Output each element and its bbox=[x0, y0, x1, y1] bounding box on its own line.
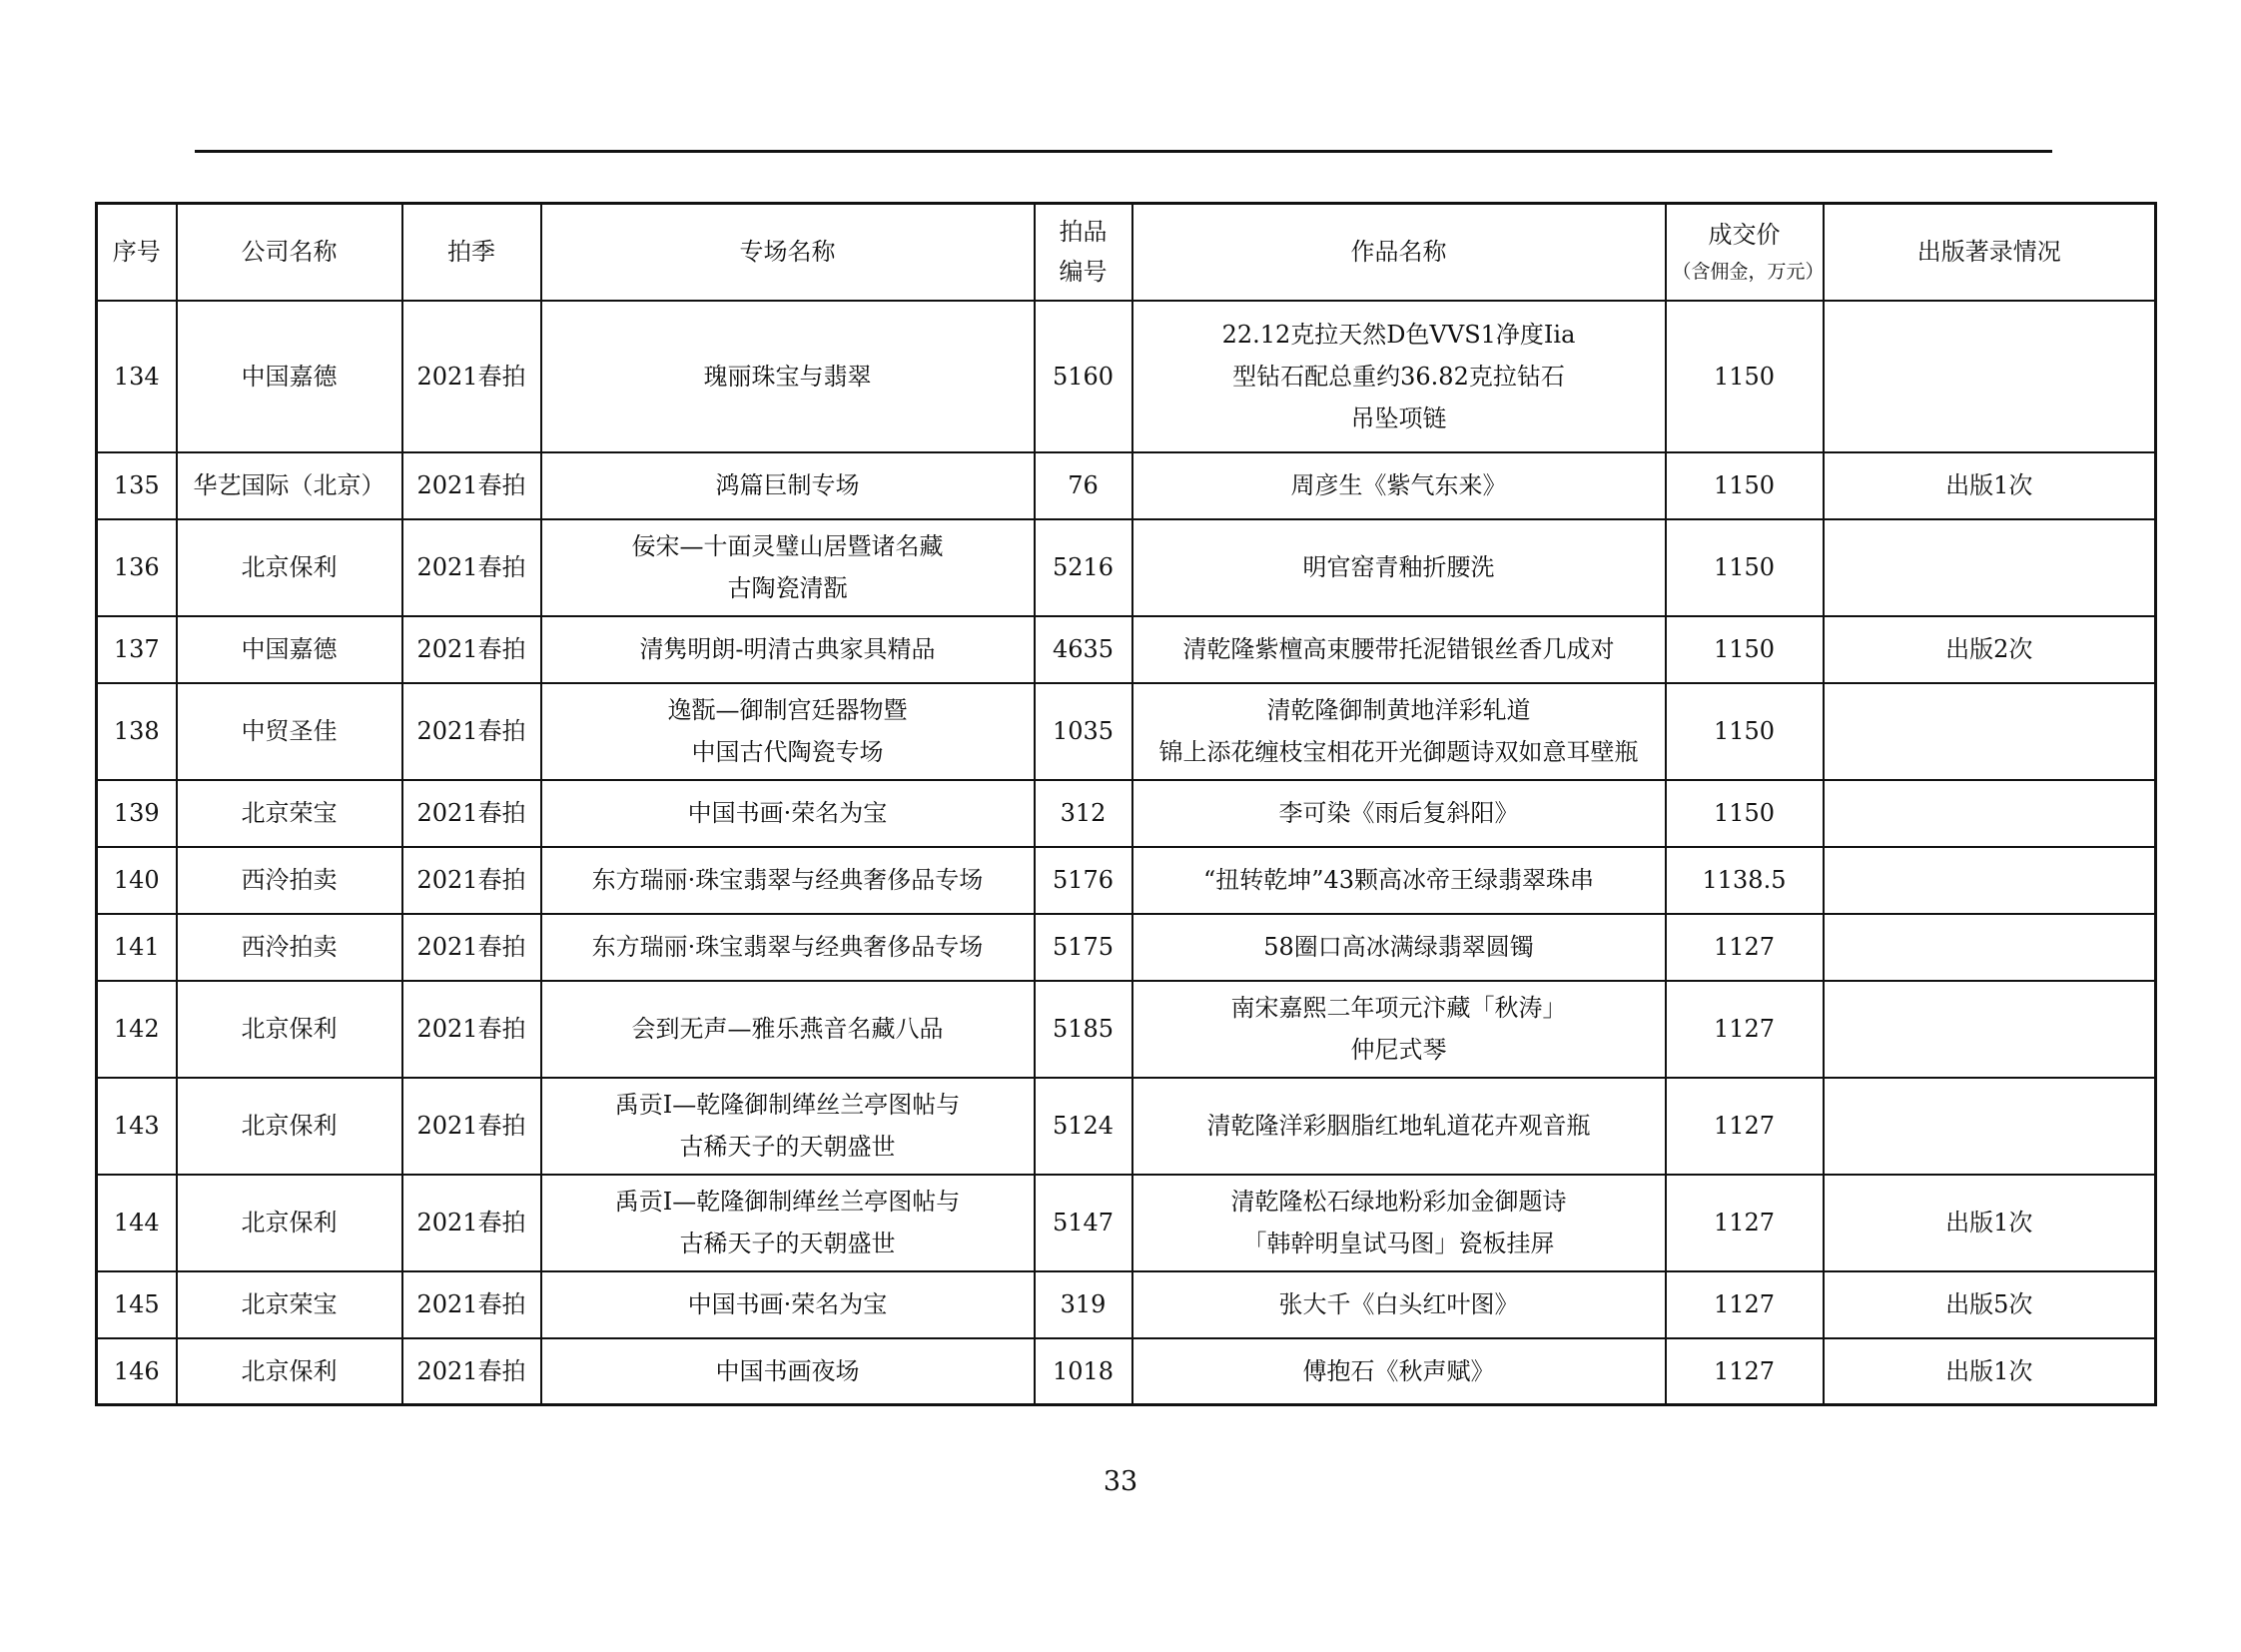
cell-work-line: 傅抱石《秋声赋》 bbox=[1302, 1356, 1495, 1385]
cell-season: 2021春拍 bbox=[402, 683, 541, 780]
cell-price: 1127 bbox=[1666, 1338, 1824, 1405]
cell-session bbox=[541, 683, 1035, 780]
cell-session bbox=[541, 1271, 1035, 1338]
cell-index: 138 bbox=[97, 683, 177, 780]
header-price-line1: 成交价 bbox=[1708, 221, 1781, 250]
cell-lot: 5185 bbox=[1035, 981, 1132, 1078]
cell-work bbox=[1132, 1078, 1666, 1175]
cell-work bbox=[1132, 519, 1666, 616]
header-season: 拍季 bbox=[402, 204, 541, 301]
cell-work-line: 清乾隆松石绿地粉彩加金御题诗 bbox=[1230, 1188, 1567, 1216]
cell-lot: 312 bbox=[1035, 780, 1132, 847]
cell-index: 137 bbox=[97, 616, 177, 683]
cell-lot: 5216 bbox=[1035, 519, 1132, 616]
cell-work bbox=[1132, 683, 1666, 780]
table-row bbox=[97, 616, 2156, 683]
cell-company: 中国嘉德 bbox=[177, 616, 402, 683]
cell-session bbox=[541, 914, 1035, 981]
cell-lot: 1035 bbox=[1035, 683, 1132, 780]
cell-index: 145 bbox=[97, 1271, 177, 1338]
cell-work-line: 锦上添花缠枝宝相花开光御题诗双如意耳壁瓶 bbox=[1158, 738, 1639, 766]
cell-company: 北京荣宝 bbox=[177, 780, 402, 847]
cell-lot: 76 bbox=[1035, 452, 1132, 519]
cell-publication: 出版1次 bbox=[1824, 1338, 2156, 1405]
cell-index: 144 bbox=[97, 1175, 177, 1271]
table-row bbox=[97, 914, 2156, 981]
cell-price: 1127 bbox=[1666, 1175, 1824, 1271]
cell-session bbox=[541, 780, 1035, 847]
table-row bbox=[97, 847, 2156, 914]
cell-work-line: 型钻石配总重约36.82克拉钻石 bbox=[1232, 362, 1565, 391]
cell-index: 134 bbox=[97, 301, 177, 452]
cell-season: 2021春拍 bbox=[402, 1078, 541, 1175]
cell-publication bbox=[1824, 847, 2156, 914]
header-company: 公司名称 bbox=[177, 204, 402, 301]
cell-publication bbox=[1824, 780, 2156, 847]
cell-publication bbox=[1824, 301, 2156, 452]
cell-publication bbox=[1824, 981, 2156, 1078]
cell-work bbox=[1132, 914, 1666, 981]
table-row bbox=[97, 1175, 2156, 1271]
cell-session-line: 禹贡Ⅰ—乾隆御制缂丝兰亭图帖与 bbox=[614, 1091, 961, 1119]
cell-work-line: 周彦生《紫气东来》 bbox=[1290, 471, 1507, 499]
cell-lot: 5176 bbox=[1035, 847, 1132, 914]
cell-index: 135 bbox=[97, 452, 177, 519]
cell-price: 1150 bbox=[1666, 519, 1824, 616]
cell-index: 139 bbox=[97, 780, 177, 847]
cell-publication bbox=[1824, 519, 2156, 616]
cell-company: 西泠拍卖 bbox=[177, 914, 402, 981]
cell-publication: 出版1次 bbox=[1824, 1175, 2156, 1271]
cell-session bbox=[541, 1175, 1035, 1271]
cell-work-line: 南宋嘉熙二年项元汴藏「秋涛」 bbox=[1230, 994, 1567, 1022]
cell-company: 北京保利 bbox=[177, 519, 402, 616]
cell-work bbox=[1132, 981, 1666, 1078]
table-row bbox=[97, 1078, 2156, 1175]
cell-work-line: 22.12克拉天然D色VVS1净度Iia bbox=[1221, 320, 1576, 349]
cell-price: 1138.5 bbox=[1666, 847, 1824, 914]
cell-work-line: 吊坠项链 bbox=[1350, 404, 1447, 432]
cell-price: 1150 bbox=[1666, 683, 1824, 780]
cell-season: 2021春拍 bbox=[402, 1175, 541, 1271]
cell-index: 136 bbox=[97, 519, 177, 616]
cell-session-line: 中国书画夜场 bbox=[715, 1356, 860, 1385]
page-number: 33 bbox=[1103, 1466, 1138, 1497]
cell-price: 1127 bbox=[1666, 1271, 1824, 1338]
header-price bbox=[1666, 204, 1824, 301]
cell-work-line: 清乾隆御制黄地洋彩轧道 bbox=[1266, 696, 1531, 724]
cell-session-line: 中国书画·荣名为宝 bbox=[687, 1290, 888, 1318]
cell-session bbox=[541, 847, 1035, 914]
cell-company: 中国嘉德 bbox=[177, 301, 402, 452]
cell-work bbox=[1132, 780, 1666, 847]
cell-season: 2021春拍 bbox=[402, 914, 541, 981]
cell-session-line: 古稀天子的天朝盛世 bbox=[679, 1133, 896, 1161]
cell-company: 北京荣宝 bbox=[177, 1271, 402, 1338]
cell-price: 1150 bbox=[1666, 780, 1824, 847]
auction-records-table bbox=[95, 202, 2157, 1406]
cell-season: 2021春拍 bbox=[402, 616, 541, 683]
cell-work bbox=[1132, 452, 1666, 519]
cell-work-line: 58圈口高冰满绿翡翠圆镯 bbox=[1263, 933, 1534, 961]
cell-work-line: “扭转乾坤”43颗高冰帝王绿翡翠珠串 bbox=[1202, 866, 1595, 894]
cell-publication bbox=[1824, 683, 2156, 780]
cell-session-line: 古陶瓷清翫 bbox=[727, 574, 848, 602]
header-lot-line1: 拍品 bbox=[1059, 218, 1108, 247]
cell-session-line: 古稀天子的天朝盛世 bbox=[679, 1230, 896, 1257]
header-price-line2: （含佣金，万元） bbox=[1672, 261, 1825, 284]
cell-session bbox=[541, 1078, 1035, 1175]
cell-session bbox=[541, 1338, 1035, 1405]
cell-session-line: 东方瑞丽·珠宝翡翠与经典奢侈品专场 bbox=[591, 933, 984, 961]
cell-price: 1127 bbox=[1666, 1078, 1824, 1175]
cell-work-line: 李可染《雨后复斜阳》 bbox=[1278, 799, 1519, 827]
cell-company: 北京保利 bbox=[177, 1338, 402, 1405]
table-row bbox=[97, 981, 2156, 1078]
header-row bbox=[97, 204, 2156, 301]
cell-work-line: 清乾隆紫檀高束腰带托泥错银丝香几成对 bbox=[1182, 635, 1615, 663]
cell-session-line: 中国书画·荣名为宝 bbox=[687, 799, 888, 827]
cell-season: 2021春拍 bbox=[402, 1271, 541, 1338]
cell-company: 华艺国际（北京） bbox=[177, 452, 402, 519]
cell-session-line: 中国古代陶瓷专场 bbox=[691, 738, 884, 766]
cell-season: 2021春拍 bbox=[402, 1338, 541, 1405]
cell-price: 1150 bbox=[1666, 452, 1824, 519]
cell-session-line: 佞宋—十面灵璧山居暨诸名藏 bbox=[631, 532, 944, 560]
cell-session-line: 瑰丽珠宝与翡翠 bbox=[703, 362, 872, 391]
cell-session-line: 东方瑞丽·珠宝翡翠与经典奢侈品专场 bbox=[591, 866, 984, 894]
cell-lot: 4635 bbox=[1035, 616, 1132, 683]
table-row bbox=[97, 301, 2156, 452]
cell-session bbox=[541, 519, 1035, 616]
cell-session bbox=[541, 301, 1035, 452]
cell-season: 2021春拍 bbox=[402, 780, 541, 847]
cell-session-line: 禹贡Ⅰ—乾隆御制缂丝兰亭图帖与 bbox=[614, 1188, 961, 1216]
cell-work-line: 「韩幹明皇试马图」瓷板挂屏 bbox=[1242, 1230, 1555, 1257]
cell-company: 西泠拍卖 bbox=[177, 847, 402, 914]
table-row bbox=[97, 452, 2156, 519]
header-index: 序号 bbox=[97, 204, 177, 301]
cell-index: 146 bbox=[97, 1338, 177, 1405]
cell-work-line: 仲尼式琴 bbox=[1350, 1036, 1447, 1064]
cell-season: 2021春拍 bbox=[402, 519, 541, 616]
cell-publication bbox=[1824, 914, 2156, 981]
cell-publication: 出版1次 bbox=[1824, 452, 2156, 519]
cell-lot: 5147 bbox=[1035, 1175, 1132, 1271]
table-row bbox=[97, 1271, 2156, 1338]
table-row bbox=[97, 1338, 2156, 1405]
header-lot-line2: 编号 bbox=[1059, 258, 1108, 287]
cell-publication bbox=[1824, 1078, 2156, 1175]
cell-season: 2021春拍 bbox=[402, 452, 541, 519]
cell-session-line: 逸翫—御制宫廷器物暨 bbox=[667, 696, 908, 724]
cell-publication: 出版5次 bbox=[1824, 1271, 2156, 1338]
cell-price: 1127 bbox=[1666, 914, 1824, 981]
cell-lot: 5160 bbox=[1035, 301, 1132, 452]
cell-work bbox=[1132, 1271, 1666, 1338]
cell-company: 北京保利 bbox=[177, 1078, 402, 1175]
cell-publication: 出版2次 bbox=[1824, 616, 2156, 683]
cell-work bbox=[1132, 1338, 1666, 1405]
cell-work bbox=[1132, 1175, 1666, 1271]
header-work: 作品名称 bbox=[1132, 204, 1666, 301]
cell-lot: 1018 bbox=[1035, 1338, 1132, 1405]
header-publication: 出版著录情况 bbox=[1824, 204, 2156, 301]
cell-price: 1150 bbox=[1666, 616, 1824, 683]
cell-session-line: 清隽明朗-明清古典家具精品 bbox=[639, 635, 936, 663]
header-lot bbox=[1035, 204, 1132, 301]
cell-lot: 5175 bbox=[1035, 914, 1132, 981]
table-row bbox=[97, 683, 2156, 780]
cell-work-line: 明官窑青釉折腰洗 bbox=[1302, 553, 1495, 581]
table-body bbox=[97, 301, 2156, 1405]
cell-season: 2021春拍 bbox=[402, 981, 541, 1078]
cell-price: 1127 bbox=[1666, 981, 1824, 1078]
cell-session bbox=[541, 616, 1035, 683]
cell-session bbox=[541, 981, 1035, 1078]
cell-index: 141 bbox=[97, 914, 177, 981]
header-session: 专场名称 bbox=[541, 204, 1035, 301]
cell-season: 2021春拍 bbox=[402, 301, 541, 452]
cell-session-line: 会到无声—雅乐燕音名藏八品 bbox=[631, 1015, 944, 1043]
cell-company: 北京保利 bbox=[177, 1175, 402, 1271]
cell-lot: 319 bbox=[1035, 1271, 1132, 1338]
cell-index: 140 bbox=[97, 847, 177, 914]
cell-company: 北京保利 bbox=[177, 981, 402, 1078]
cell-work-line: 张大千《白头红叶图》 bbox=[1278, 1290, 1519, 1318]
cell-index: 142 bbox=[97, 981, 177, 1078]
cell-work-line: 清乾隆洋彩胭脂红地轧道花卉观音瓶 bbox=[1206, 1112, 1591, 1140]
cell-session bbox=[541, 452, 1035, 519]
cell-index: 143 bbox=[97, 1078, 177, 1175]
cell-session-line: 鸿篇巨制专场 bbox=[715, 471, 860, 499]
cell-work bbox=[1132, 616, 1666, 683]
cell-price: 1150 bbox=[1666, 301, 1824, 452]
header-rule bbox=[195, 150, 2052, 153]
table-row bbox=[97, 780, 2156, 847]
cell-lot: 5124 bbox=[1035, 1078, 1132, 1175]
cell-work bbox=[1132, 301, 1666, 452]
table-row bbox=[97, 519, 2156, 616]
cell-company: 中贸圣佳 bbox=[177, 683, 402, 780]
cell-season: 2021春拍 bbox=[402, 847, 541, 914]
cell-work bbox=[1132, 847, 1666, 914]
